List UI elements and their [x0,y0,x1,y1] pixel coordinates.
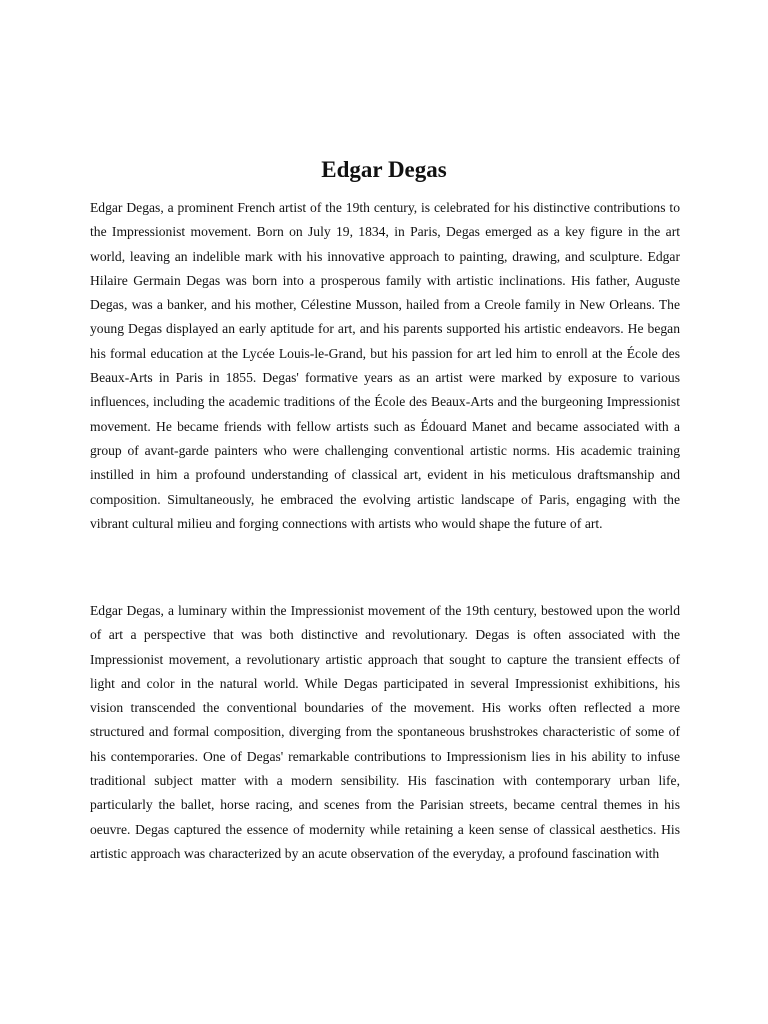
paragraph-2: Edgar Degas, a luminary within the Impressionist movement of the 19th century, bestowed upon the world of art a perspective that was both distinctive and revolutionary. Degas is often associated with the Impressionist movement, a revolutionary artistic approach that sought to capture the transient effects of light and color in the natural world. While Degas participated in several Impressionist exhibitions, his vision transcended the conventional boundaries of the movement. His works often reflected a more structured and formal composition, diverging from the spontaneous brushstrokes characteristic of some of his contemporaries. One of Degas' remarkable contributions to Impressionism lies in his ability to infuse traditional subject matter with a modern sensibility. His fascination with contemporary urban life, particularly the ballet, horse racing, and scenes from the Parisian streets, became central themes in his oeuvre. Degas captured the essence of modernity while retaining a keen sense of classical aesthetics. His artistic approach was characterized by an acute observation of the everyday, a profound fascination with [90,603,680,861]
paragraph-1: Edgar Degas, a prominent French artist of the 19th century, is celebrated for his distinctive contributions to the Impressionist movement. Born on July 19, 1834, in Paris, Degas emerged as a key figure in the art world, leaving an indelible mark with his innovative approach to painting, drawing, and sculpture. Edgar Hilaire Germain Degas was born into a prosperous family with artistic inclinations. His father, Auguste Degas, was a banker, and his mother, Célestine Musson, hailed from a Creole family in New Orleans. The young Degas displayed an early aptitude for art, and his parents supported his artistic endeavors. He began his formal education at the Lycée Louis-le-Grand, but his passion for art led him to enroll at the École des Beaux-Arts in Paris in 1855. Degas' formative years as an artist were marked by exposure to various influences, including the academic traditions of the École des Beaux-Arts and the burgeoning Impressionist movement. He became friends with fellow artists such as Édouard Manet and became associated with a group of avant-garde painters who were challenging conventional artistic norms. His academic training instilled in him a profound understanding of classical art, evident in his meticulous draftsmanship and composition. Simultaneously, he embraced the evolving artistic landscape of Paris, engaging with the vibrant cultural milieu and forging connections with artists who would shape the future of art. [90,200,680,531]
document-title: Edgar Degas [321,157,447,182]
